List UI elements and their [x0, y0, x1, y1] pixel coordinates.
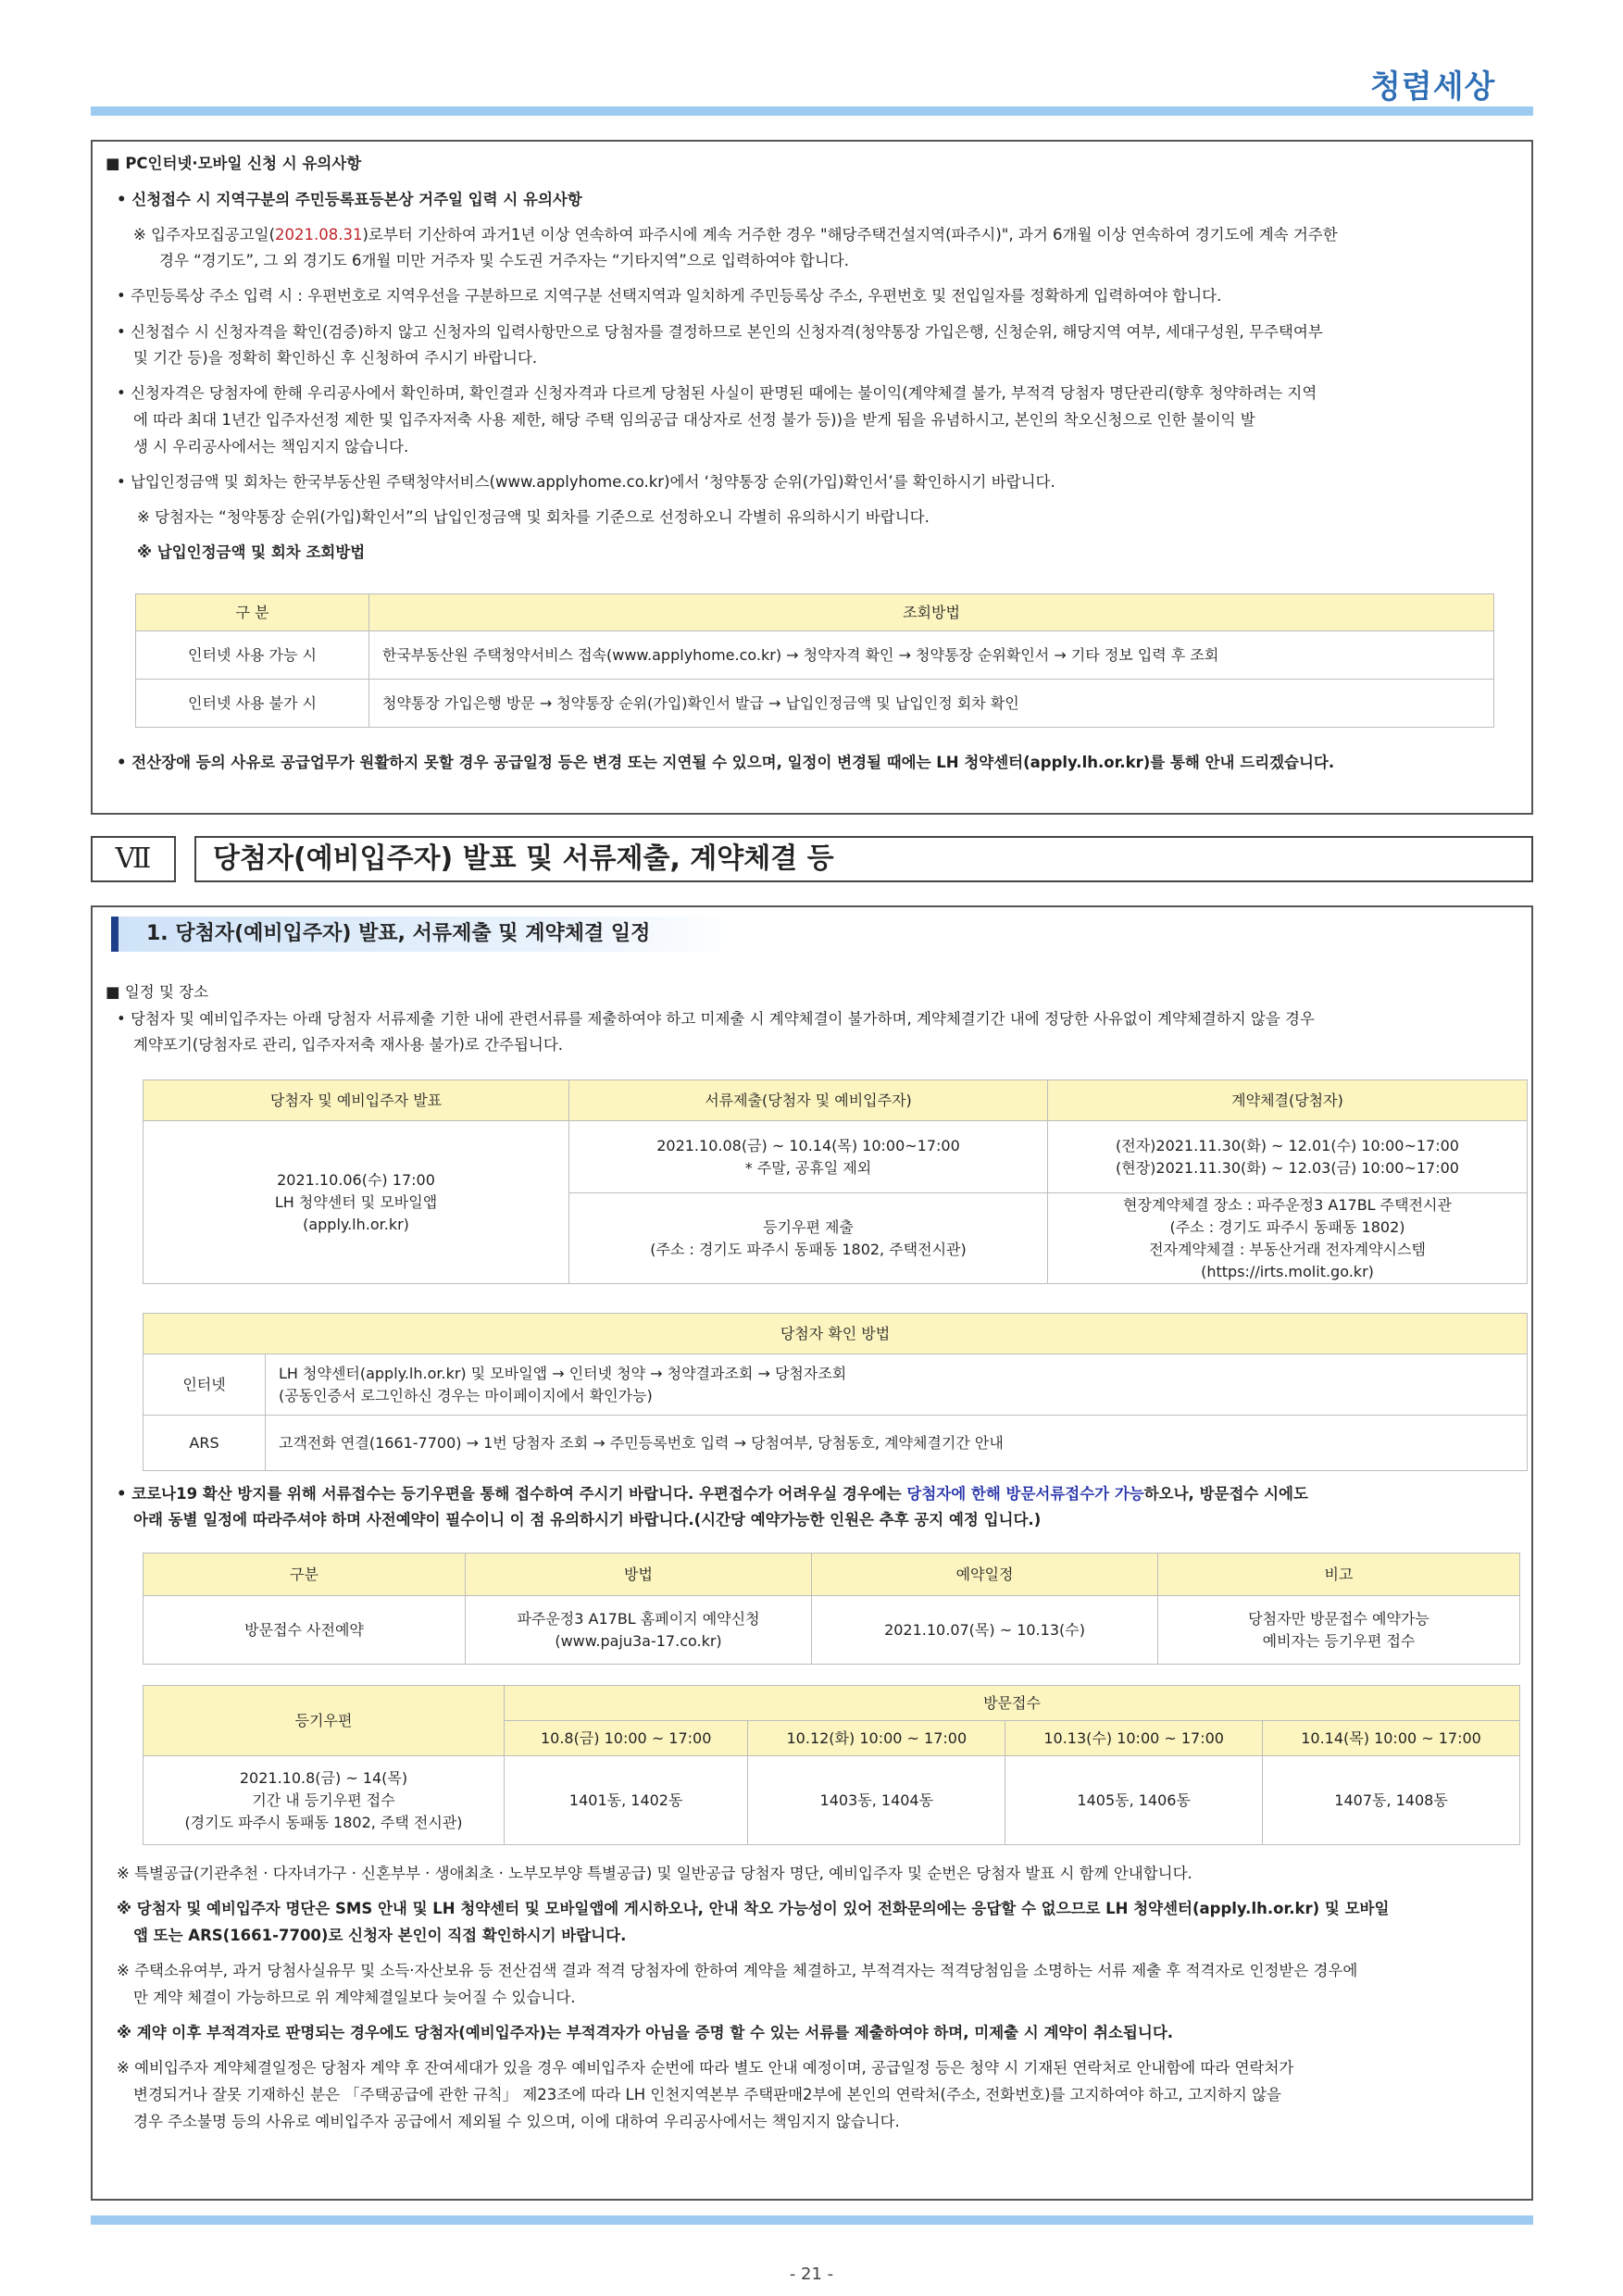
td: 방문접수 사전예약: [144, 1596, 466, 1665]
th: 10.13(수) 10:00 ~ 17:00: [1005, 1721, 1263, 1756]
note: ※ 입주자모집공고일(2021.08.31)로부터 기산하여 과거1년 이상 연속하여 파주시에 계속 거주한 경우 "해당주택건설지역(파주시)", 과거 6개월 이상 연속하여 경기도에 계속 거주한: [133, 226, 1338, 243]
td: 2021.10.06(수) 17:00 LH 청약센터 및 모바일앱 (apply.lh.or.kr): [144, 1121, 569, 1284]
note-cont: 변경되거나 잘못 기재하신 분은 「주택공급에 관한 규칙」 제23조에 따라 LH 인천지역본부 주택판매2부에 본인의 연락처(주소, 전화번호)를 고지하여야 하고, 고지하지 않을: [133, 2086, 1281, 2103]
td: ARS: [144, 1416, 266, 1471]
td: 인터넷 사용 불가 시: [136, 680, 369, 728]
bullet-cont: 생 시 우리공사에서는 책임지지 않습니다.: [133, 438, 409, 455]
td: 한국부동산원 주택청약서비스 접속(www.applyhome.co.kr) → 청약자격 확인 → 청약통장 순위확인서 → 기타 정보 입력 후 조회: [369, 631, 1494, 680]
th: 방문접수: [505, 1686, 1520, 1721]
th: 당첨자 및 예비입주자 발표: [144, 1080, 569, 1121]
section-header: [91, 836, 1533, 882]
bullet: • 납입인정금액 및 회차는 한국부동산원 주택청약서비스(www.applyhome.co.kr)에서 ‘청약통장 순위(가입)확인서’를 확인하시기 바랍니다.: [117, 473, 1055, 491]
bullet: • 당첨자 및 예비입주자는 아래 당첨자 서류제출 기한 내에 관련서류를 제출하여야 하고 미제출 시 계약체결이 불가하며, 계약체결기간 내에 정당한 사유없이 계약체결하지 않을 경우: [117, 1010, 1315, 1028]
inquiry-table: [135, 593, 1494, 728]
th: 당첨자 확인 방법: [144, 1314, 1528, 1354]
th: 비고: [1158, 1554, 1520, 1596]
schedule-box: [91, 905, 1533, 2201]
bullet: • 코로나19 확산 방지를 위해 서류접수는 등기우편을 통해 접수하여 주시기 바랍니다. 우편접수가 어려우실 경우에는 당첨자에 한해 방문서류접수가 가능하오나, 방문접수 시에도: [117, 1485, 1308, 1503]
bullet: • 신청접수 시 신청자격을 확인(검증)하지 않고 신청자의 입력사항만으로 당첨자를 결정하므로 본인의 신청자격(청약통장 가입은행, 신청순위, 해당지역 여부, 세대구성원, 무주택여부: [117, 323, 1323, 341]
note: ※ 당첨자는 “청약통장 순위(가입)확인서”의 납입인정금액 및 회차를 기준으로 선정하오니 각별히 유의하시기 바랍니다.: [137, 508, 930, 526]
subsection-title: 1. 당첨자(예비입주자) 발표, 서류제출 및 계약체결 일정: [111, 917, 741, 952]
bullet-cont: 에 따라 최대 1년간 입주자선정 제한 및 입주자저축 사용 제한, 해당 주택 임의공급 대상자로 선정 불가 등))을 받게 됨을 유념하시고, 본인의 착오신청으로 인한 불이익 발: [133, 411, 1255, 429]
schedule-table: [143, 1079, 1528, 1284]
th: 방법: [466, 1554, 812, 1596]
td: 고객전화 연결(1661-7700) → 1번 당첨자 조회 → 주민등록번호 입력 → 당첨여부, 당첨동호, 계약체결기간 안내: [266, 1416, 1528, 1471]
top-rule: [91, 106, 1533, 116]
bullet: • 주민등록상 주소 입력 시 : 우편번호로 지역우선을 구분하므로 지역구분 선택지역과 일치하게 주민등록상 주소, 우편번호 및 전입일자를 정확하게 입력하여야 합니다.: [117, 287, 1222, 305]
bottom-rule: [91, 2215, 1533, 2225]
th: 구 분: [136, 594, 369, 631]
section-number: Ⅶ: [91, 836, 176, 882]
th: 구분: [144, 1554, 466, 1596]
note: ※ 주택소유여부, 과거 당첨사실유무 및 소득·자산보유 등 전산검색 결과 적격 당첨자에 한하여 계약을 체결하고, 부적격자는 적격당첨임을 소명하는 서류 제출 후 적격자로 인정받은 경우에: [117, 1962, 1358, 1979]
note: ※ 예비입주자 계약체결일정은 당첨자 계약 후 잔여세대가 있을 경우 예비입주자 순번에 따라 별도 안내 예정이며, 공급일정 등은 청약 시 기재된 연락처로 안내함에 따라 연락처가: [117, 2059, 1294, 2077]
heading: ■ 일정 및 장소: [106, 983, 209, 1001]
note: ※ 특별공급(기관추천 · 다자녀가구 · 신혼부부 · 생애최초 · 노부모부양 특별공급) 및 일반공급 당첨자 명단, 예비입주자 및 순번은 당첨자 발표 시 함께 안내합니다.: [117, 1865, 1192, 1882]
td: LH 청약센터(apply.lh.or.kr) 및 모바일앱 → 인터넷 청약 → 청약결과조회 → 당첨자조회 (공동인증서 로그인하신 경우는 마이페이지에서 확인가능): [266, 1354, 1528, 1416]
td: 1403동, 1404동: [748, 1756, 1005, 1845]
th: 서류제출(당첨자 및 예비입주자): [569, 1080, 1048, 1121]
th: 계약체결(당첨자): [1048, 1080, 1528, 1121]
td: 파주운정3 A17BL 홈페이지 예약신청 (www.paju3a-17.co.kr): [466, 1596, 812, 1665]
bullet: • 전산장애 등의 사유로 공급업무가 원활하지 못할 경우 공급일정 등은 변경 또는 지연될 수 있으며, 일정이 변경될 때에는 LH 청약센터(apply.lh.or.kr)를 통해 안내 드리겠습니다.: [117, 754, 1335, 771]
note-cont: 경우 “경기도”, 그 외 경기도 6개월 미만 거주자 및 수도권 거주자는 “기타지역”으로 입력하여야 합니다.: [159, 252, 849, 269]
visit-reservation-table: [143, 1553, 1520, 1665]
td: 2021.10.8(금) ~ 14(목) 기간 내 등기우편 접수 (경기도 파주시 동패동 1802, 주택 전시관): [144, 1756, 505, 1845]
page-number: - 21 -: [789, 2265, 834, 2284]
bullet: • 신청자격은 당첨자에 한해 우리공사에서 확인하며, 확인결과 신청자격과 다르게 당첨된 사실이 판명된 때에는 불이익(계약체결 불가, 부적격 당첨자 명단관리(향후 청약하려는 지역: [117, 384, 1317, 402]
section-title: 당첨자(예비입주자) 발표 및 서류제출, 계약체결 등: [194, 836, 1533, 882]
note: ※ 계약 이후 부적격자로 판명되는 경우에도 당첨자(예비입주자)는 부적격자가 아님을 증명 할 수 있는 서류를 제출하여야 하며, 미제출 시 계약이 취소됩니다.: [117, 2024, 1174, 2041]
td: 등기우편 제출 (주소 : 경기도 파주시 동패동 1802, 주택전시관): [569, 1193, 1048, 1284]
td: 1407동, 1408동: [1263, 1756, 1520, 1845]
td: 당첨자만 방문접수 예약가능 예비자는 등기우편 접수: [1158, 1596, 1520, 1665]
td: (전자)2021.11.30(화) ~ 12.01(수) 10:00~17:00 (현장)2021.11.30(화) ~ 12.03(금) 10:00~17:00: [1048, 1121, 1528, 1193]
th: 10.12(화) 10:00 ~ 17:00: [748, 1721, 1005, 1756]
td: 인터넷: [144, 1354, 266, 1416]
bullet-cont: 아래 동별 일정에 따라주셔야 하며 사전예약이 필수이니 이 점 유의하시기 바랍니다.(시간당 예약가능한 인원은 추후 공지 예정 입니다.): [133, 1511, 1042, 1529]
logo: 청렴세상: [1370, 69, 1496, 106]
visit-schedule-table: [143, 1685, 1520, 1845]
bullet: • 신청접수 시 지역구분의 주민등록표등본상 거주일 입력 시 유의사항: [117, 191, 582, 208]
winner-check-table: [143, 1313, 1528, 1471]
note-cont: 경우 주소불명 등의 사유로 예비입주자 공급에서 제외될 수 있으며, 이에 대하여 우리공사에서는 책임지지 않습니다.: [133, 2113, 900, 2130]
td: 1401동, 1402동: [505, 1756, 748, 1845]
th: 예약일정: [812, 1554, 1158, 1596]
th: 조회방법: [369, 594, 1494, 631]
td: 청약통장 가입은행 방문 → 청약통장 순위(가입)확인서 발급 → 납입인정금액 및 납입인정 회차 확인: [369, 680, 1494, 728]
td: 1405동, 1406동: [1005, 1756, 1263, 1845]
note: ※ 당첨자 및 예비입주자 명단은 SMS 안내 및 LH 청약센터 및 모바일앱에 게시하오나, 안내 착오 가능성이 있어 전화문의에는 응답할 수 없으므로 LH 청약센터(apply.lh.or.kr) 및 모바일: [117, 1900, 1390, 1917]
note-cont: 만 계약 체결이 가능하므로 위 계약체결일보다 늦어질 수 있습니다.: [133, 1989, 576, 2006]
th: 10.14(목) 10:00 ~ 17:00: [1263, 1721, 1520, 1756]
td: 현장계약체결 장소 : 파주운정3 A17BL 주택전시관 (주소 : 경기도 파주시 동패동 1802) 전자계약체결 : 부동산거래 전자계약시스템 (https://irts.molit.go.kr): [1048, 1193, 1528, 1284]
note: ※ 납입인정금액 및 회차 조회방법: [137, 543, 366, 561]
th: 등기우편: [144, 1686, 505, 1756]
heading: ■ PC인터넷·모바일 신청 시 유의사항: [106, 155, 362, 172]
td: 2021.10.07(목) ~ 10.13(수): [812, 1596, 1158, 1665]
notice-box: [91, 140, 1533, 815]
td: 인터넷 사용 가능 시: [136, 631, 369, 680]
bullet-cont: 계약포기(당첨자로 관리, 입주자저축 재사용 불가)로 간주됩니다.: [133, 1036, 564, 1054]
note-cont: 앱 또는 ARS(1661-7700)로 신청자 본인이 직접 확인하시기 바랍니다.: [133, 1927, 627, 1944]
bullet-cont: 및 기간 등)을 정확히 확인하신 후 신청하여 주시기 바랍니다.: [133, 349, 538, 367]
th: 10.8(금) 10:00 ~ 17:00: [505, 1721, 748, 1756]
td: 2021.10.08(금) ~ 10.14(목) 10:00~17:00 * 주말, 공휴일 제외: [569, 1121, 1048, 1193]
